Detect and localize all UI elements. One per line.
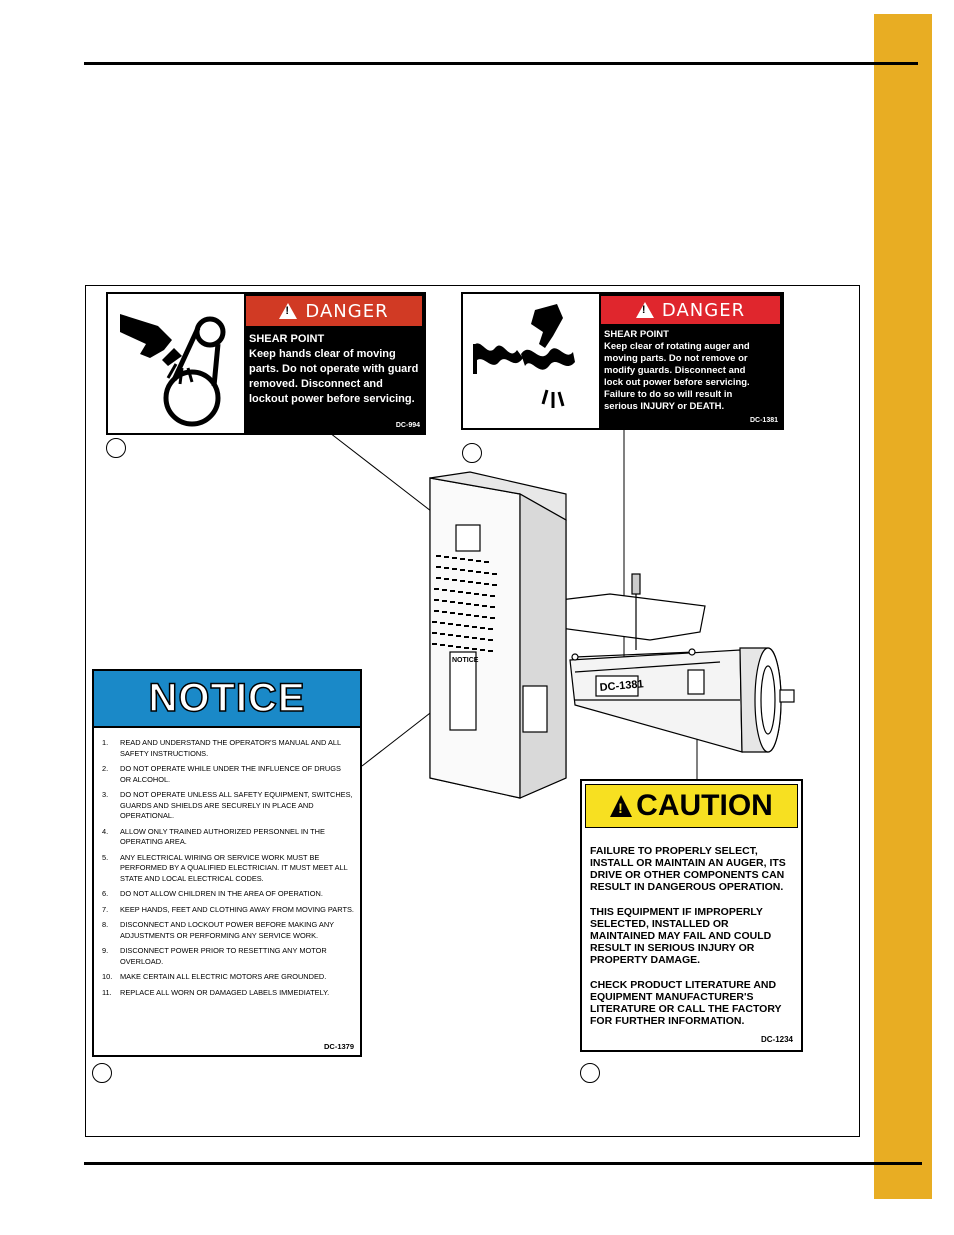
notice-item	[102, 827, 354, 848]
warning-triangle-icon: !	[636, 302, 654, 318]
box-decal-text: NOTICE	[452, 657, 479, 664]
callout-circle-2	[462, 443, 482, 463]
mount-plate	[560, 594, 705, 640]
callout-circle-1	[106, 438, 126, 458]
notice-item-text: KEEP HANDS, FEET AND CLOTHING AWAY FROM MOVING PARTS.	[120, 904, 354, 914]
tube-decal-text: DC-1381	[599, 678, 645, 694]
notice-item	[102, 905, 354, 916]
danger-body: Keep clear of rotating auger and moving parts. Do not remove or modify guards. Disconnect and lock out power before servicing. Failure to do so will result in serious INJURY or DEATH.	[604, 341, 750, 412]
label-code: DC-1381	[749, 417, 778, 424]
danger-header: ! DANGER	[601, 296, 780, 324]
label-code: DC-994	[395, 422, 420, 429]
danger-panel	[599, 294, 782, 428]
caution-paragraph: FAILURE TO PROPERLY SELECT, INSTALL OR MAINTAIN AN AUGER, ITS DRIVE OR OTHER COMPONENTS CAN RESULT IN DANGEROUS OPERATION.	[590, 845, 786, 893]
danger-label-dc1381	[461, 292, 784, 430]
notice-item	[102, 889, 354, 900]
notice-label-dc1379	[92, 669, 362, 1057]
notice-item-text: ANY ELECTRICAL WIRING OR SERVICE WORK MUST BE PERFORMED BY A QUALIFIED ELECTRICIAN. IT MUST MEET ALL STATE AND LOCAL ELECTRICAL CODES.	[120, 852, 348, 883]
box-danger-decal	[456, 525, 480, 551]
shear-point-hand-icon	[110, 296, 242, 433]
notice-item-number: 11.	[102, 987, 112, 997]
notice-item	[102, 988, 354, 999]
notice-item-number: 10.	[102, 972, 113, 981]
caution-body	[582, 831, 801, 1027]
notice-item-number: 1.	[102, 738, 109, 747]
notice-item-text: READ AND UNDERSTAND THE OPERATOR'S MANUAL AND ALL SAFETY INSTRUCTIONS.	[120, 738, 341, 758]
label-code: DC-1234	[760, 1035, 793, 1044]
notice-item-text: ALLOW ONLY TRAINED AUTHORIZED PERSONNEL IN THE OPERATING AREA.	[120, 826, 325, 846]
danger-title: SHEAR POINT	[249, 333, 325, 345]
notice-item-text: MAKE CERTAIN ALL ELECTRIC MOTORS ARE GROUNDED.	[120, 972, 327, 981]
notice-item-text: DO NOT OPERATE WHILE UNDER THE INFLUENCE OF DRUGS OR ALCOHOL.	[120, 764, 341, 784]
notice-item-number: 4.	[102, 826, 109, 836]
warning-triangle-icon: !	[279, 303, 297, 319]
notice-item-number: 2.	[102, 764, 109, 773]
notice-header: NOTICE	[94, 671, 360, 728]
caution-paragraph: THIS EQUIPMENT IF IMPROPERLY SELECTED, INSTALLED OR MAINTAINED MAY FAIL AND COULD RESULT IN SERIOUS INJURY OR PROPERTY DAMAGE.	[590, 906, 772, 966]
notice-item-number: 9.	[102, 946, 109, 955]
notice-item-number: 5.	[102, 852, 109, 862]
callout-circle-3	[92, 1063, 112, 1083]
notice-item	[102, 972, 354, 983]
notice-item	[102, 946, 354, 967]
auger-hand-icon	[465, 296, 597, 428]
notice-item-text: DO NOT ALLOW CHILDREN IN THE AREA OF OPERATION.	[120, 889, 323, 898]
danger-label-dc994	[106, 292, 426, 435]
caution-label-dc1234	[580, 779, 803, 1052]
notice-item	[102, 764, 354, 785]
notice-item	[102, 920, 354, 941]
danger-body: Keep hands clear of moving parts. Do not operate with guard removed. Disconnect and lockout power before servicing.	[249, 348, 419, 405]
notice-item	[102, 738, 354, 759]
notice-item-text: DISCONNECT AND LOCKOUT POWER BEFORE MAKING ANY ADJUSTMENTS OR PERFORMING ANY SERVICE WORK.	[120, 920, 334, 940]
notice-item	[102, 790, 354, 822]
danger-panel	[244, 294, 424, 433]
danger-title: SHEAR POINT	[604, 329, 669, 340]
notice-item-text: DO NOT OPERATE UNLESS ALL SAFETY EQUIPMENT, SWITCHES, GUARDS AND SHIELDS ARE SECURELY IN PLACE AND OPERATIONAL.	[120, 790, 353, 820]
notice-item-number: 3.	[102, 790, 109, 799]
caution-header: ! CAUTION	[585, 784, 798, 828]
notice-item-number: 7.	[102, 904, 109, 914]
label-code: DC-1379	[323, 1042, 354, 1051]
danger-header: ! DANGER	[246, 296, 422, 326]
notice-item-number: 6.	[102, 889, 109, 898]
caution-paragraph: CHECK PRODUCT LITERATURE AND EQUIPMENT MANUFACTURER'S LITERATURE OR CALL THE FACTORY FOR FURTHER INFORMATION.	[590, 979, 782, 1027]
notice-list	[94, 728, 360, 998]
notice-item-text: REPLACE ALL WORN OR DAMAGED LABELS IMMEDIATELY.	[120, 987, 330, 997]
notice-item	[102, 853, 354, 885]
notice-item-text: DISCONNECT POWER PRIOR TO RESETTING ANY MOTOR OVERLOAD.	[120, 946, 327, 966]
warning-triangle-icon: !	[610, 795, 632, 817]
callout-circle-4	[580, 1063, 600, 1083]
notice-item-number: 8.	[102, 920, 109, 929]
